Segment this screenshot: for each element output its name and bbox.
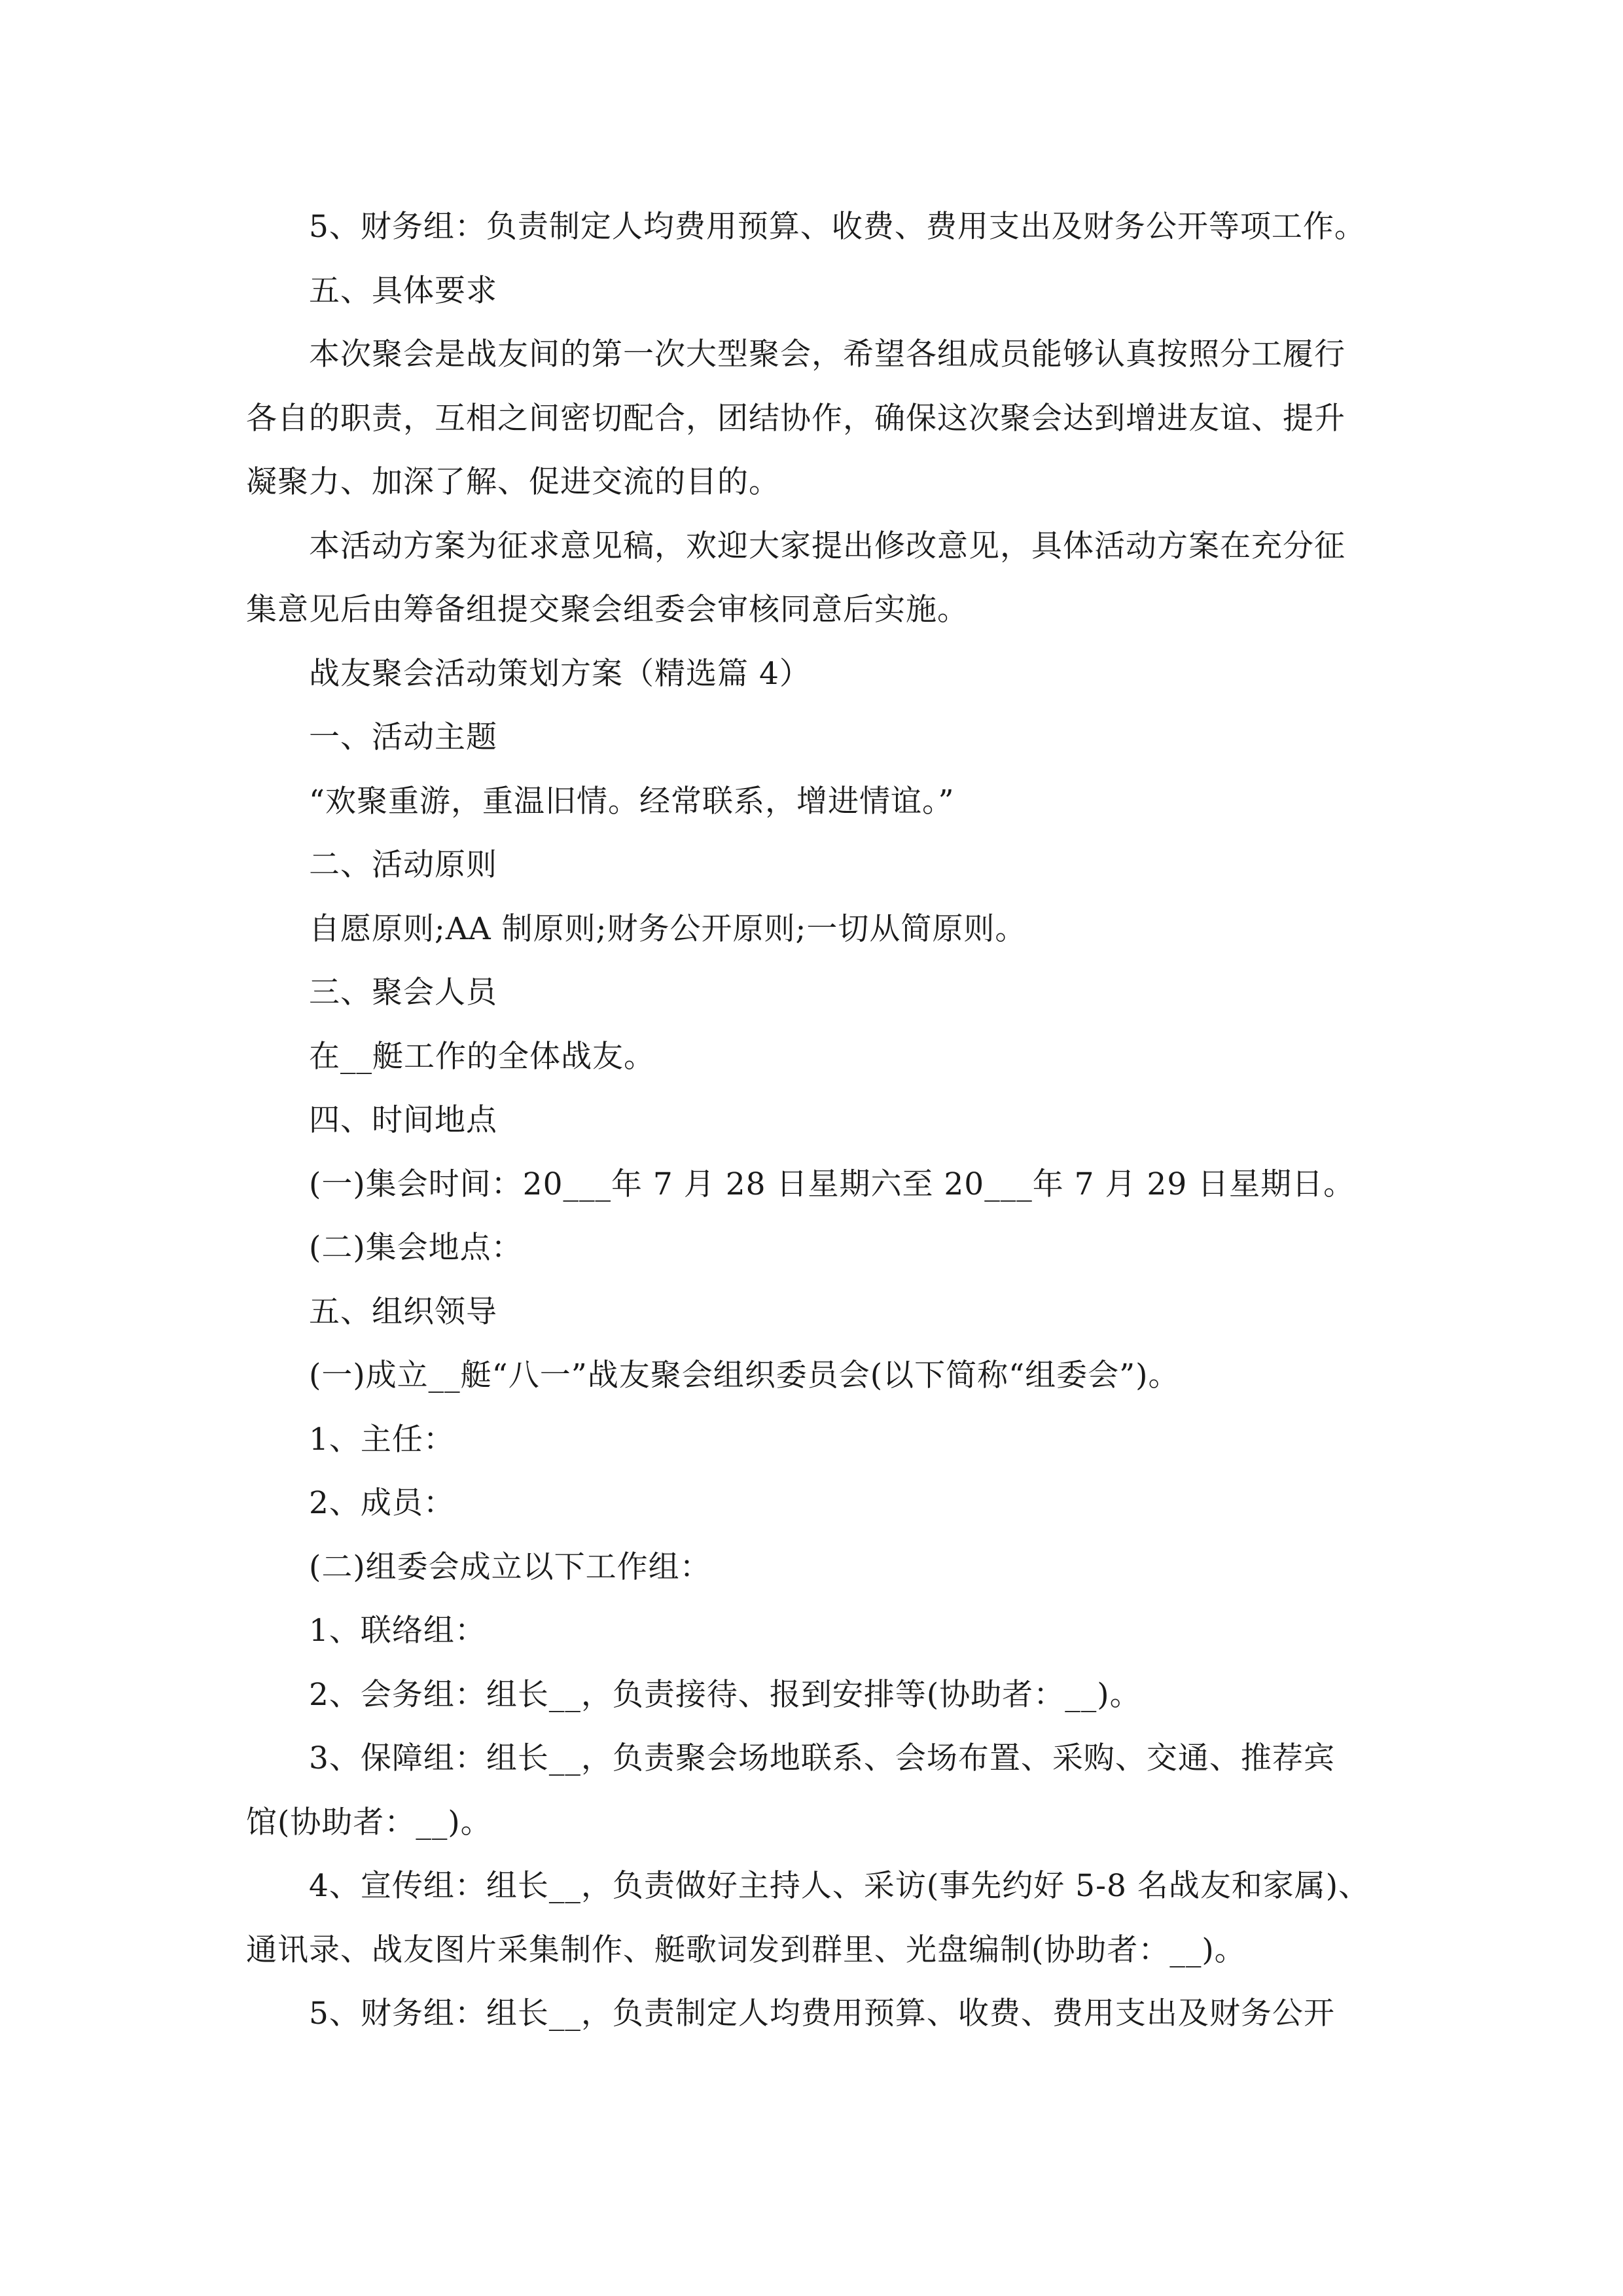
paragraph-line: (二)集会地点： (309, 1230, 523, 1266)
list-item: 3、保障组：组长__，负责聚会场地联系、会场布置、采购、交通、推荐宾 (309, 1740, 1335, 1776)
paragraph-line: 各自的职责，互相之间密切配合，团结协作，确保这次聚会达到增进友谊、提升 (246, 400, 1346, 437)
list-item: 1、联络组： (309, 1613, 486, 1649)
section-heading: 五、具体要求 (309, 272, 497, 309)
section-heading: 一、活动主题 (309, 719, 497, 755)
list-item: 1、主任： (309, 1421, 455, 1458)
article-title: 战友聚会活动策划方案（精选篇 4） (309, 655, 811, 692)
paragraph-line: “欢聚重游，重温旧情。经常联系，增进情谊。” (309, 783, 955, 819)
paragraph-line: (一)集会时间：20___年 7 月 28 日星期六至 20___年 7 月 29 日星期日。 (309, 1166, 1355, 1202)
paragraph-line: 自愿原则;AA 制原则;财务公开原则;一切从简原则。 (309, 910, 1027, 947)
paragraph-line: 5、财务组：负责制定人均费用预算、收费、费用支出及财务公开等项工作。 (309, 209, 1366, 245)
paragraph-line: 集意见后由筹备组提交聚会组委会审核同意后实施。 (246, 592, 969, 628)
list-item: 5、财务组：组长__，负责制定人均费用预算、收费、费用支出及财务公开 (309, 1996, 1335, 2032)
section-heading: 三、聚会人员 (309, 975, 497, 1011)
paragraph-line: 在__艇工作的全体战友。 (309, 1038, 655, 1075)
paragraph-line: 本活动方案为征求意见稿，欢迎大家提出修改意见，具体活动方案在充分征 (309, 528, 1346, 564)
paragraph-line: (二)组委会成立以下工作组： (309, 1549, 711, 1585)
list-item: 4、宣传组：组长__，负责做好主持人、采访(事先约好 5-8 名战友和家属)、 (309, 1868, 1370, 1904)
section-heading: 四、时间地点 (309, 1102, 497, 1138)
section-heading: 五、组织领导 (309, 1293, 497, 1330)
document-body (246, 195, 1385, 2046)
paragraph-line: 凝聚力、加深了解、促进交流的目的。 (246, 464, 780, 500)
section-heading: 二、活动原则 (309, 847, 497, 883)
paragraph-line: (一)成立__艇“八一”战友聚会组织委员会(以下简称“组委会”)。 (309, 1357, 1180, 1393)
list-item-continuation: 通讯录、战友图片采集制作、艇歌词发到群里、光盘编制(协助者：__)。 (246, 1931, 1246, 1968)
list-item-continuation: 馆(协助者：__)。 (246, 1804, 492, 1840)
list-item: 2、会务组：组长__，负责接待、报到安排等(协助者：__)。 (309, 1676, 1141, 1713)
paragraph-line: 本次聚会是战友间的第一次大型聚会，希望各组成员能够认真按照分工履行 (309, 336, 1346, 372)
list-item: 2、成员： (309, 1485, 455, 1521)
